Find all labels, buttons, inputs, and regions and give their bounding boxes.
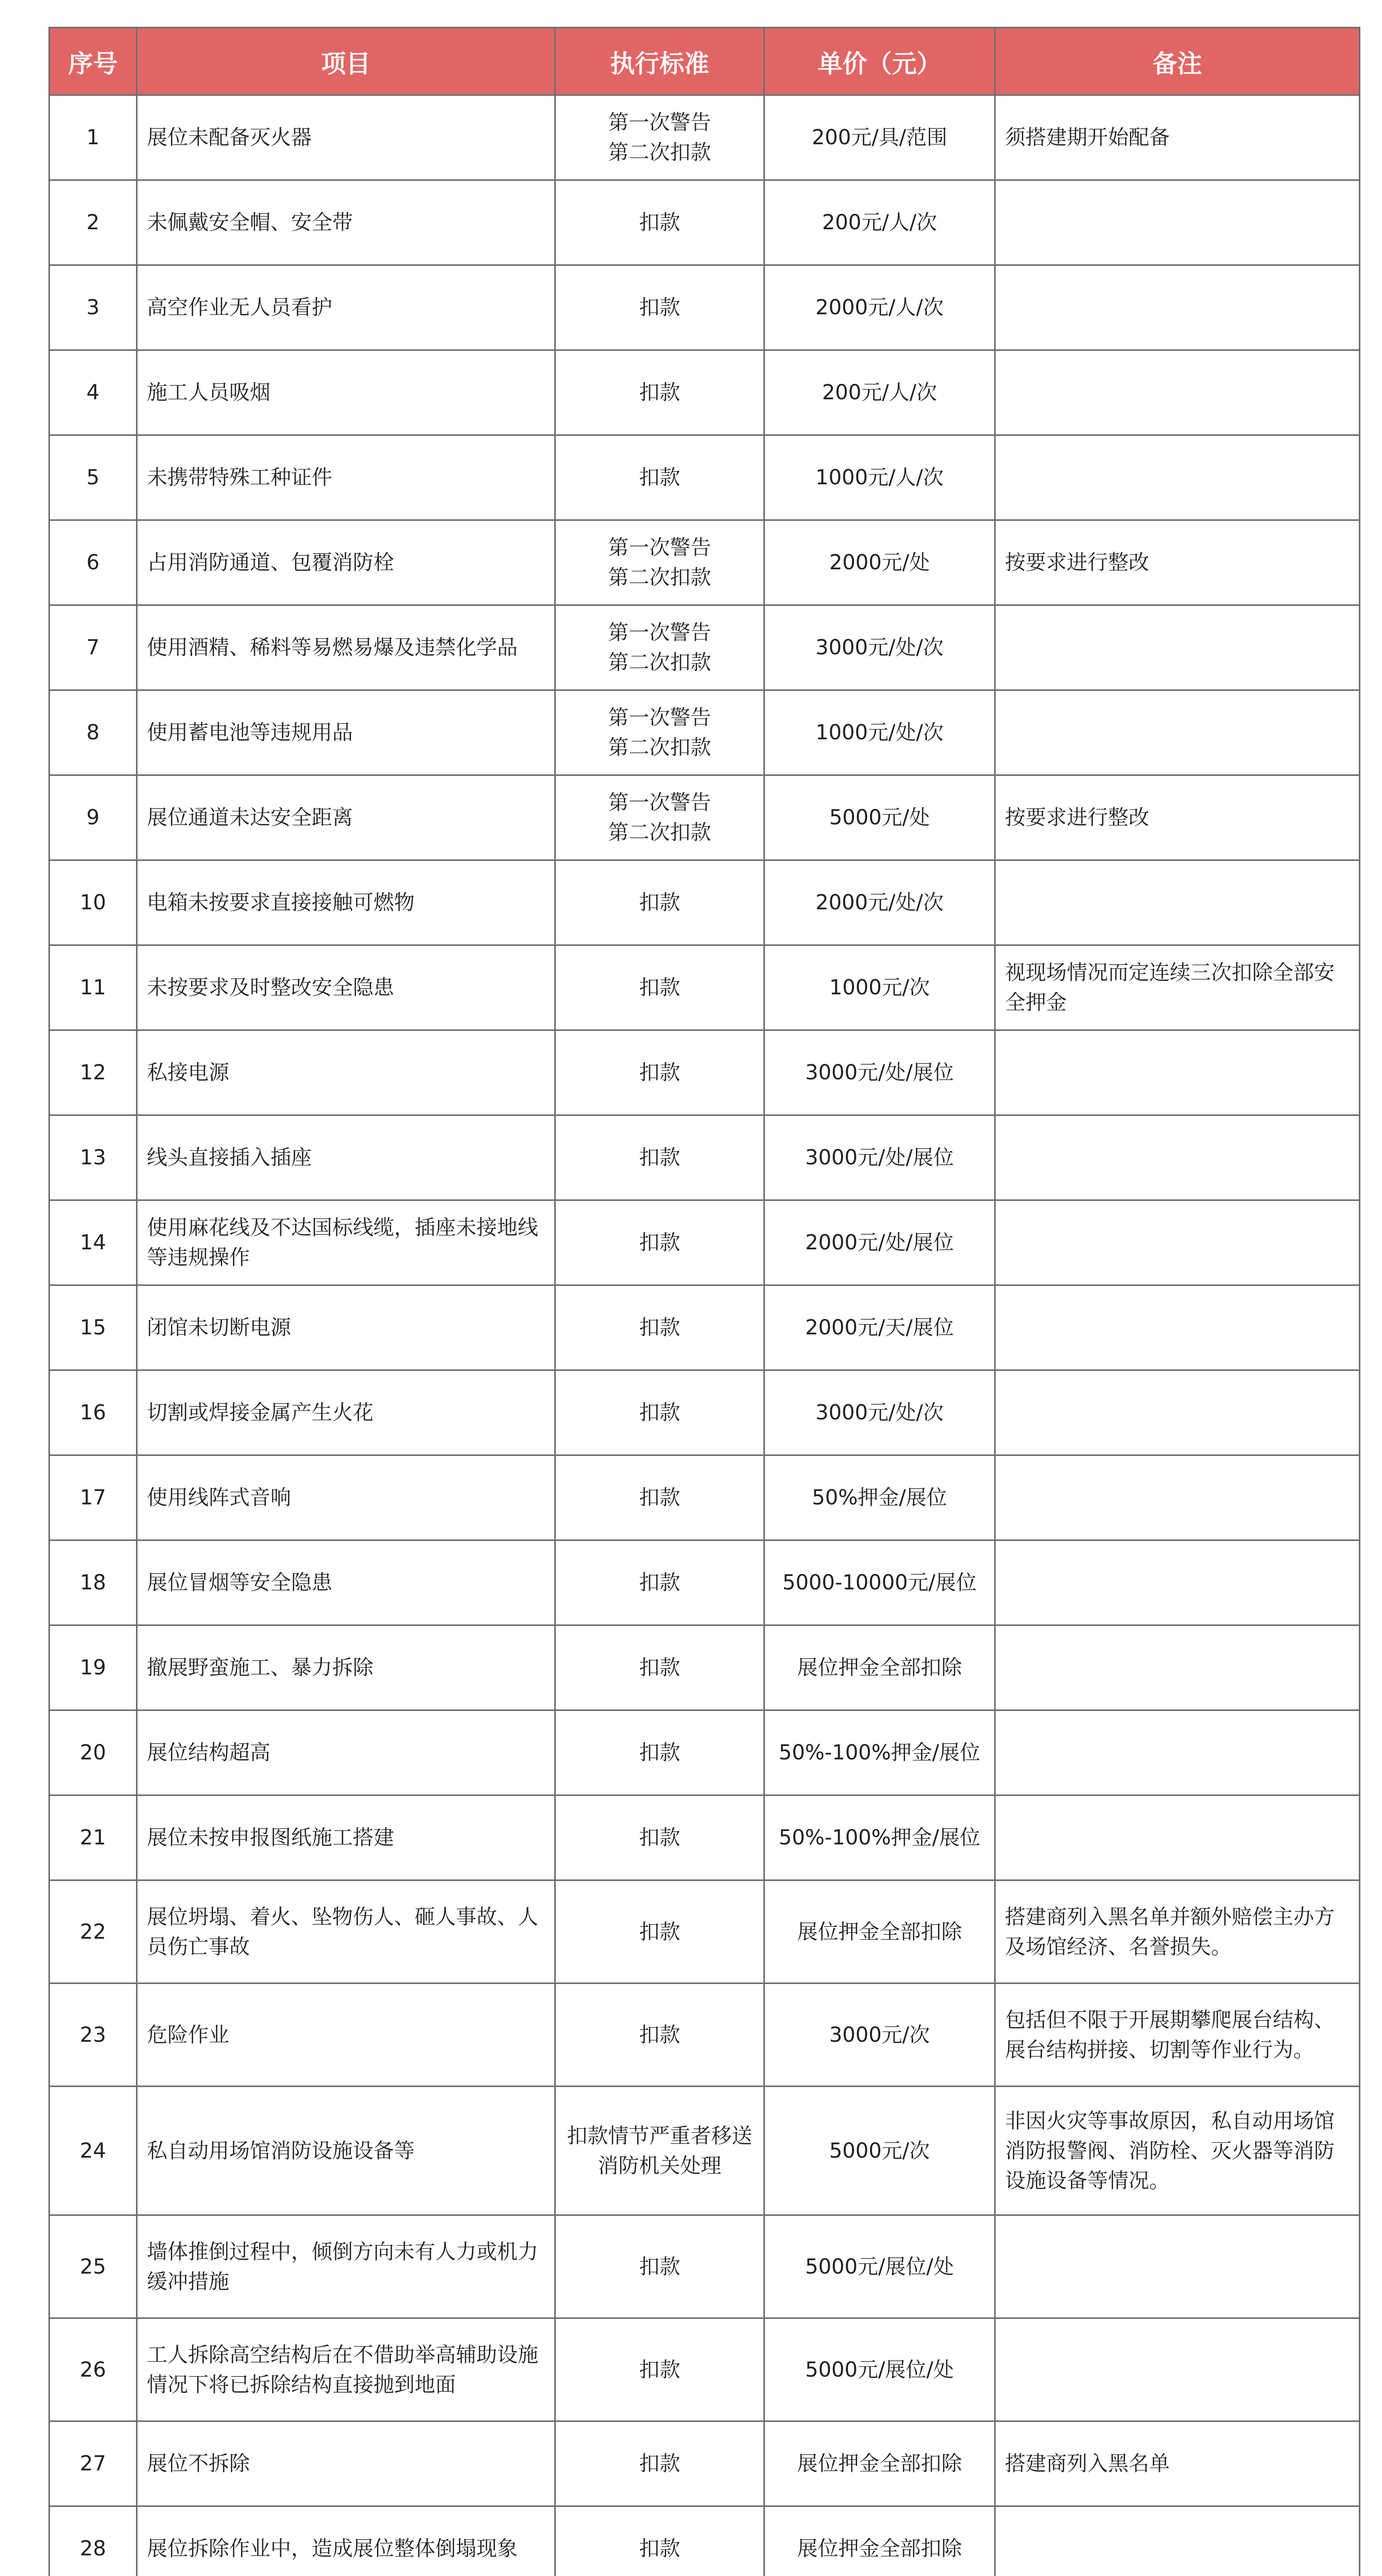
row-price: 3000元/处/展位 [764,1115,995,1200]
table-row [49,690,1360,775]
row-item: 私接电源 [137,1030,555,1115]
header-no: 序号 [49,28,137,95]
row-price: 2000元/天/展位 [764,1285,995,1370]
row-item: 占用消防通道、包覆消防栓 [137,520,555,605]
table-row [49,1880,1360,1984]
row-item: 展位结构超高 [137,1710,555,1795]
row-standard: 扣款 [555,2215,764,2318]
row-number: 25 [49,2215,137,2318]
table-row [49,1540,1360,1625]
row-number: 22 [49,1880,137,1984]
row-number: 19 [49,1625,137,1710]
row-price: 1000元/处/次 [764,690,995,775]
row-item: 使用麻花线及不达国标线缆，插座未接地线等违规操作 [137,1200,555,1285]
row-note [995,1710,1360,1795]
row-note: 非因火灾等事故原因，私自动用场馆消防报警阀、消防栓、灭火器等消防设施设备等情况。 [995,2087,1360,2215]
row-note [995,1115,1360,1200]
row-price: 5000元/展位/处 [764,2215,995,2318]
row-note [995,1030,1360,1115]
table-row [49,2421,1360,2506]
row-standard: 扣款 [555,1455,764,1540]
row-standard: 扣款 [555,1795,764,1880]
row-number: 4 [49,350,137,435]
table-row [49,605,1360,690]
row-price: 200元/人/次 [764,350,995,435]
row-price: 展位押金全部扣除 [764,1880,995,1984]
row-price: 1000元/次 [764,945,995,1030]
table-row [49,95,1360,180]
header-standard: 执行标准 [555,28,764,95]
table-row [49,1370,1360,1455]
row-number: 26 [49,2318,137,2421]
row-item: 使用线阵式音响 [137,1455,555,1540]
row-number: 23 [49,1984,137,2087]
table-row [49,2506,1360,2576]
row-item: 使用蓄电池等违规用品 [137,690,555,775]
row-price: 1000元/人/次 [764,435,995,520]
row-number: 2 [49,180,137,265]
row-standard: 扣款 [555,2318,764,2421]
row-number: 15 [49,1285,137,1370]
row-item: 切割或焊接金属产生火花 [137,1370,555,1455]
table-row [49,520,1360,605]
row-note [995,1285,1360,1370]
table-row [49,1030,1360,1115]
row-note [995,690,1360,775]
header-item: 项目 [137,28,555,95]
row-number: 6 [49,520,137,605]
table-row [49,1710,1360,1795]
row-standard: 扣款 [555,1030,764,1115]
table-row [49,775,1360,860]
row-item: 闭馆未切断电源 [137,1285,555,1370]
row-note: 包括但不限于开展期攀爬展台结构、展台结构拼接、切割等作业行为。 [995,1984,1360,2087]
row-item: 电箱未按要求直接接触可燃物 [137,860,555,945]
table-row [49,1795,1360,1880]
row-note [995,1625,1360,1710]
header-note: 备注 [995,28,1360,95]
row-number: 21 [49,1795,137,1880]
row-note: 须搭建期开始配备 [995,95,1360,180]
row-standard: 第一次警告 第二次扣款 [555,520,764,605]
header-price: 单价（元） [764,28,995,95]
row-price: 展位押金全部扣除 [764,2506,995,2576]
table-row [49,1455,1360,1540]
row-standard: 扣款 [555,180,764,265]
row-standard: 第一次警告 第二次扣款 [555,690,764,775]
row-note [995,2215,1360,2318]
row-price: 2000元/处/次 [764,860,995,945]
table-row [49,1285,1360,1370]
row-number: 28 [49,2506,137,2576]
row-item: 施工人员吸烟 [137,350,555,435]
table-row [49,435,1360,520]
row-item: 展位不拆除 [137,2421,555,2506]
row-standard: 第一次警告 第二次扣款 [555,605,764,690]
row-note [995,2318,1360,2421]
row-note [995,1200,1360,1285]
row-note [995,860,1360,945]
row-standard: 扣款 [555,1200,764,1285]
row-price: 3000元/处/次 [764,1370,995,1455]
row-standard: 扣款 [555,1880,764,1984]
row-standard: 扣款 [555,2421,764,2506]
row-note: 按要求进行整改 [995,775,1360,860]
row-item: 私自动用场馆消防设施设备等 [137,2087,555,2215]
row-price: 2000元/处/展位 [764,1200,995,1285]
row-number: 9 [49,775,137,860]
row-price: 3000元/处/次 [764,605,995,690]
row-standard: 扣款 [555,1370,764,1455]
row-standard: 扣款 [555,1710,764,1795]
table-row [49,265,1360,350]
row-number: 11 [49,945,137,1030]
row-note [995,1455,1360,1540]
row-item: 展位未配备灭火器 [137,95,555,180]
row-standard: 扣款 [555,265,764,350]
row-item: 墙体推倒过程中，倾倒方向未有人力或机力缓冲措施 [137,2215,555,2318]
row-standard: 扣款 [555,1115,764,1200]
row-price: 50%-100%押金/展位 [764,1710,995,1795]
row-standard: 扣款 [555,945,764,1030]
row-number: 12 [49,1030,137,1115]
row-note [995,2506,1360,2576]
row-number: 3 [49,265,137,350]
row-note: 搭建商列入黑名单并额外赔偿主办方及场馆经济、名誉损失。 [995,1880,1360,1984]
row-note: 搭建商列入黑名单 [995,2421,1360,2506]
row-number: 13 [49,1115,137,1200]
row-price: 5000元/次 [764,2087,995,2215]
row-item: 展位冒烟等安全隐患 [137,1540,555,1625]
row-number: 5 [49,435,137,520]
row-standard: 第一次警告 第二次扣款 [555,95,764,180]
row-standard: 扣款 [555,1540,764,1625]
row-item: 展位未按申报图纸施工搭建 [137,1795,555,1880]
row-price: 3000元/次 [764,1984,995,2087]
row-number: 18 [49,1540,137,1625]
row-item: 工人拆除高空结构后在不借助举高辅助设施情况下将已拆除结构直接抛到地面 [137,2318,555,2421]
penalty-table [48,27,1360,2576]
row-standard: 第一次警告 第二次扣款 [555,775,764,860]
row-number: 24 [49,2087,137,2215]
row-note: 视现场情况而定连续三次扣除全部安全押金 [995,945,1360,1030]
row-standard: 扣款 [555,1984,764,2087]
table-row [49,945,1360,1030]
row-number: 17 [49,1455,137,1540]
row-item: 展位通道未达安全距离 [137,775,555,860]
row-number: 16 [49,1370,137,1455]
table-row [49,1984,1360,2087]
row-standard: 扣款 [555,350,764,435]
table-row [49,350,1360,435]
row-standard: 扣款情节严重者移送消防机关处理 [555,2087,764,2215]
row-item: 线头直接插入插座 [137,1115,555,1200]
row-standard: 扣款 [555,1625,764,1710]
row-price: 200元/具/范围 [764,95,995,180]
row-item: 展位坍塌、着火、坠物伤人、砸人事故、人员伤亡事故 [137,1880,555,1984]
row-price: 2000元/处 [764,520,995,605]
row-price: 200元/人/次 [764,180,995,265]
row-item: 未按要求及时整改安全隐患 [137,945,555,1030]
table-row [49,180,1360,265]
table-row [49,2087,1360,2215]
header-row [49,28,1360,95]
row-item: 高空作业无人员看护 [137,265,555,350]
row-price: 展位押金全部扣除 [764,1625,995,1710]
row-price: 展位押金全部扣除 [764,2421,995,2506]
row-standard: 扣款 [555,1285,764,1370]
row-price: 5000-10000元/展位 [764,1540,995,1625]
row-note [995,1540,1360,1625]
row-note [995,265,1360,350]
row-note [995,1795,1360,1880]
row-number: 14 [49,1200,137,1285]
row-note [995,1370,1360,1455]
row-note [995,605,1360,690]
row-price: 3000元/处/展位 [764,1030,995,1115]
row-number: 7 [49,605,137,690]
row-standard: 扣款 [555,860,764,945]
row-standard: 扣款 [555,2506,764,2576]
table-row [49,1115,1360,1200]
row-item: 未携带特殊工种证件 [137,435,555,520]
row-note: 按要求进行整改 [995,520,1360,605]
row-price: 2000元/人/次 [764,265,995,350]
row-price: 5000元/处 [764,775,995,860]
row-standard: 扣款 [555,435,764,520]
row-item: 未佩戴安全帽、安全带 [137,180,555,265]
row-number: 10 [49,860,137,945]
row-item: 危险作业 [137,1984,555,2087]
row-item: 撤展野蛮施工、暴力拆除 [137,1625,555,1710]
table-row [49,2318,1360,2421]
table-row [49,860,1360,945]
row-note [995,435,1360,520]
row-number: 20 [49,1710,137,1795]
row-note [995,180,1360,265]
row-price: 50%-100%押金/展位 [764,1795,995,1880]
row-price: 50%押金/展位 [764,1455,995,1540]
row-number: 1 [49,95,137,180]
table-row [49,1625,1360,1710]
row-note [995,350,1360,435]
row-item: 使用酒精、稀料等易燃易爆及违禁化学品 [137,605,555,690]
row-number: 8 [49,690,137,775]
row-price: 5000元/展位/处 [764,2318,995,2421]
row-item: 展位拆除作业中，造成展位整体倒塌现象 [137,2506,555,2576]
table-row [49,2215,1360,2318]
row-number: 27 [49,2421,137,2506]
table-row [49,1200,1360,1285]
